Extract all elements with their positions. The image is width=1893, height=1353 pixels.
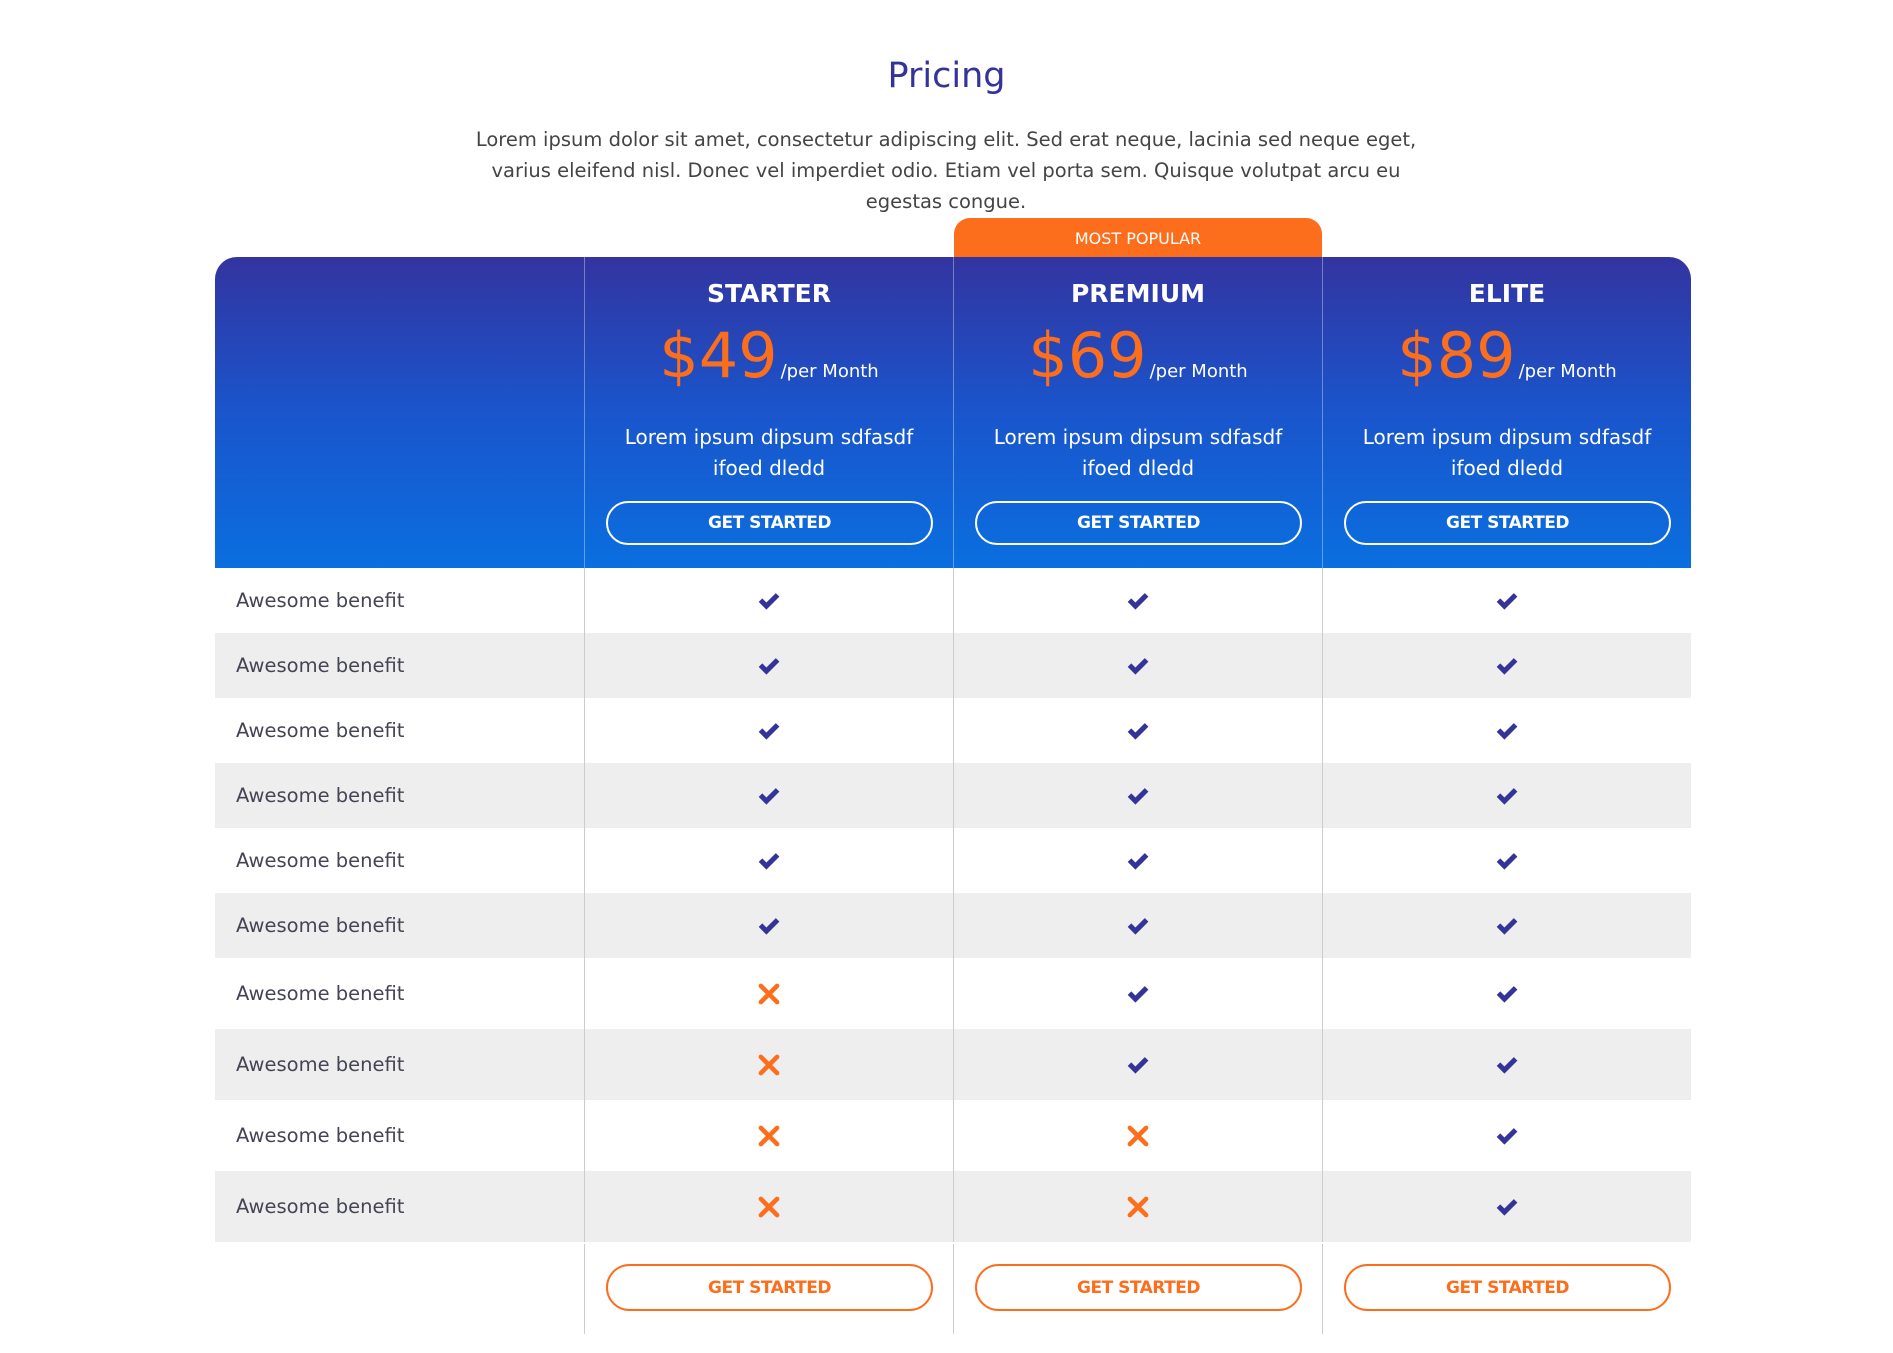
benefit-label: Awesome benefit <box>236 982 405 1005</box>
benefit-cell-premium <box>953 1100 1322 1171</box>
plan-name: PREMIUM <box>1070 279 1205 308</box>
check-icon <box>1494 848 1520 874</box>
benefit-cell-starter <box>584 763 953 828</box>
pricing-header <box>215 257 1691 568</box>
table-row <box>215 1100 1691 1171</box>
benefit-cell-elite <box>1322 1100 1691 1171</box>
check-icon <box>1125 588 1151 614</box>
check-icon <box>1494 783 1520 809</box>
benefit-cell-elite <box>1322 763 1691 828</box>
plan-description: Lorem ipsum dipsum sdfasdf ifoed dledd <box>624 425 914 480</box>
table-row <box>215 698 1691 763</box>
benefit-cell-starter <box>584 1171 953 1242</box>
check-icon <box>1125 981 1151 1007</box>
benefit-cell-premium <box>953 958 1322 1029</box>
benefit-cell-premium <box>953 828 1322 893</box>
page-title: Pricing <box>887 56 1006 96</box>
benefit-cell-elite <box>1322 828 1691 893</box>
benefit-cell-elite <box>1322 633 1691 698</box>
check-icon <box>1125 913 1151 939</box>
benefit-cell-premium <box>953 893 1322 958</box>
benefit-cell-starter <box>584 1029 953 1100</box>
price-line <box>1323 319 1691 392</box>
cross-icon <box>756 1123 782 1149</box>
footer-spacer <box>215 1244 584 1334</box>
plan-period: /per Month <box>780 361 879 382</box>
benefit-cell-elite <box>1322 1171 1691 1242</box>
table-row <box>215 1171 1691 1242</box>
plan-description: Lorem ipsum dipsum sdfasdf ifoed dledd <box>993 425 1283 480</box>
check-icon <box>1494 1052 1520 1078</box>
benefit-cell-elite <box>1322 698 1691 763</box>
cross-icon <box>1125 1194 1151 1220</box>
benefit-cell-starter <box>584 828 953 893</box>
check-icon <box>1494 588 1520 614</box>
check-icon <box>756 588 782 614</box>
benefit-label: Awesome benefit <box>236 1124 405 1147</box>
benefit-label: Awesome benefit <box>236 719 405 742</box>
benefit-label: Awesome benefit <box>236 654 405 677</box>
premium-get-started-button[interactable]: GET STARTED <box>975 501 1302 545</box>
elite-get-started-button[interactable]: GET STARTED <box>1344 501 1671 545</box>
check-icon <box>756 718 782 744</box>
table-row <box>215 893 1691 958</box>
benefit-label: Awesome benefit <box>236 849 405 872</box>
benefit-cell-premium <box>953 763 1322 828</box>
footer-cell-starter <box>584 1244 953 1334</box>
footer-buttons <box>215 1244 1691 1334</box>
footer-cell-premium <box>953 1244 1322 1334</box>
plan-description: Lorem ipsum dipsum sdfasdf ifoed dledd <box>1362 425 1652 480</box>
check-icon <box>756 783 782 809</box>
plan-price: $49 <box>659 319 778 392</box>
price-line <box>954 319 1322 392</box>
benefit-label: Awesome benefit <box>236 589 405 612</box>
intro-text: Lorem ipsum dolor sit amet, consectetur adipiscing elit. Sed erat neque, lacinia sed neque eget, varius eleifend nisl. Donec vel imperdiet odio. Etiam vel porta sem. Quisque volutpat arcu eu egestas congue. <box>475 128 1417 213</box>
starter-footer-get-started-button[interactable]: GET STARTED <box>606 1264 933 1311</box>
premium-footer-get-started-button[interactable]: GET STARTED <box>975 1264 1302 1311</box>
benefit-cell-starter <box>584 568 953 633</box>
table-row <box>215 958 1691 1029</box>
benefit-cell-starter <box>584 1100 953 1171</box>
benefit-cell-starter <box>584 893 953 958</box>
benefit-label: Awesome benefit <box>236 784 405 807</box>
table-row <box>215 1029 1691 1100</box>
benefit-cell-elite <box>1322 1029 1691 1100</box>
benefit-cell-premium <box>953 698 1322 763</box>
plan-name: STARTER <box>707 279 831 308</box>
plan-price: $89 <box>1397 319 1516 392</box>
check-icon <box>1494 981 1520 1007</box>
benefit-label: Awesome benefit <box>236 914 405 937</box>
benefit-cell-elite <box>1322 958 1691 1029</box>
plan-premium <box>953 257 1322 568</box>
plan-starter <box>584 257 953 568</box>
check-icon <box>756 913 782 939</box>
table-row <box>215 568 1691 633</box>
elite-footer-get-started-button[interactable]: GET STARTED <box>1344 1264 1671 1311</box>
check-icon <box>1494 718 1520 744</box>
check-icon <box>1494 1194 1520 1220</box>
table-row <box>215 633 1691 698</box>
starter-get-started-button[interactable]: GET STARTED <box>606 501 933 545</box>
benefits-table <box>215 568 1691 1242</box>
benefit-cell-premium <box>953 1029 1322 1100</box>
benefit-cell-starter <box>584 958 953 1029</box>
cross-icon <box>756 981 782 1007</box>
check-icon <box>1494 653 1520 679</box>
check-icon <box>756 653 782 679</box>
benefit-cell-starter <box>584 698 953 763</box>
benefit-cell-premium <box>953 633 1322 698</box>
plan-elite <box>1322 257 1691 568</box>
table-row <box>215 828 1691 893</box>
benefit-cell-premium <box>953 568 1322 633</box>
table-row <box>215 763 1691 828</box>
check-icon <box>1494 913 1520 939</box>
check-icon <box>1125 783 1151 809</box>
check-icon <box>756 848 782 874</box>
footer-cell-elite <box>1322 1244 1691 1334</box>
cross-icon <box>1125 1123 1151 1149</box>
check-icon <box>1125 1052 1151 1078</box>
cross-icon <box>756 1052 782 1078</box>
check-icon <box>1125 718 1151 744</box>
benefit-cell-elite <box>1322 568 1691 633</box>
plan-period: /per Month <box>1149 361 1248 382</box>
most-popular-badge: MOST POPULAR <box>954 218 1322 258</box>
check-icon <box>1125 653 1151 679</box>
cross-icon <box>756 1194 782 1220</box>
price-line <box>585 319 953 392</box>
plan-name: ELITE <box>1468 279 1546 308</box>
benefit-cell-starter <box>584 633 953 698</box>
check-icon <box>1125 848 1151 874</box>
plan-period: /per Month <box>1518 361 1617 382</box>
plan-price: $69 <box>1028 319 1147 392</box>
benefit-cell-elite <box>1322 893 1691 958</box>
check-icon <box>1494 1123 1520 1149</box>
benefit-cell-premium <box>953 1171 1322 1242</box>
benefit-label: Awesome benefit <box>236 1053 405 1076</box>
benefit-label: Awesome benefit <box>236 1195 405 1218</box>
